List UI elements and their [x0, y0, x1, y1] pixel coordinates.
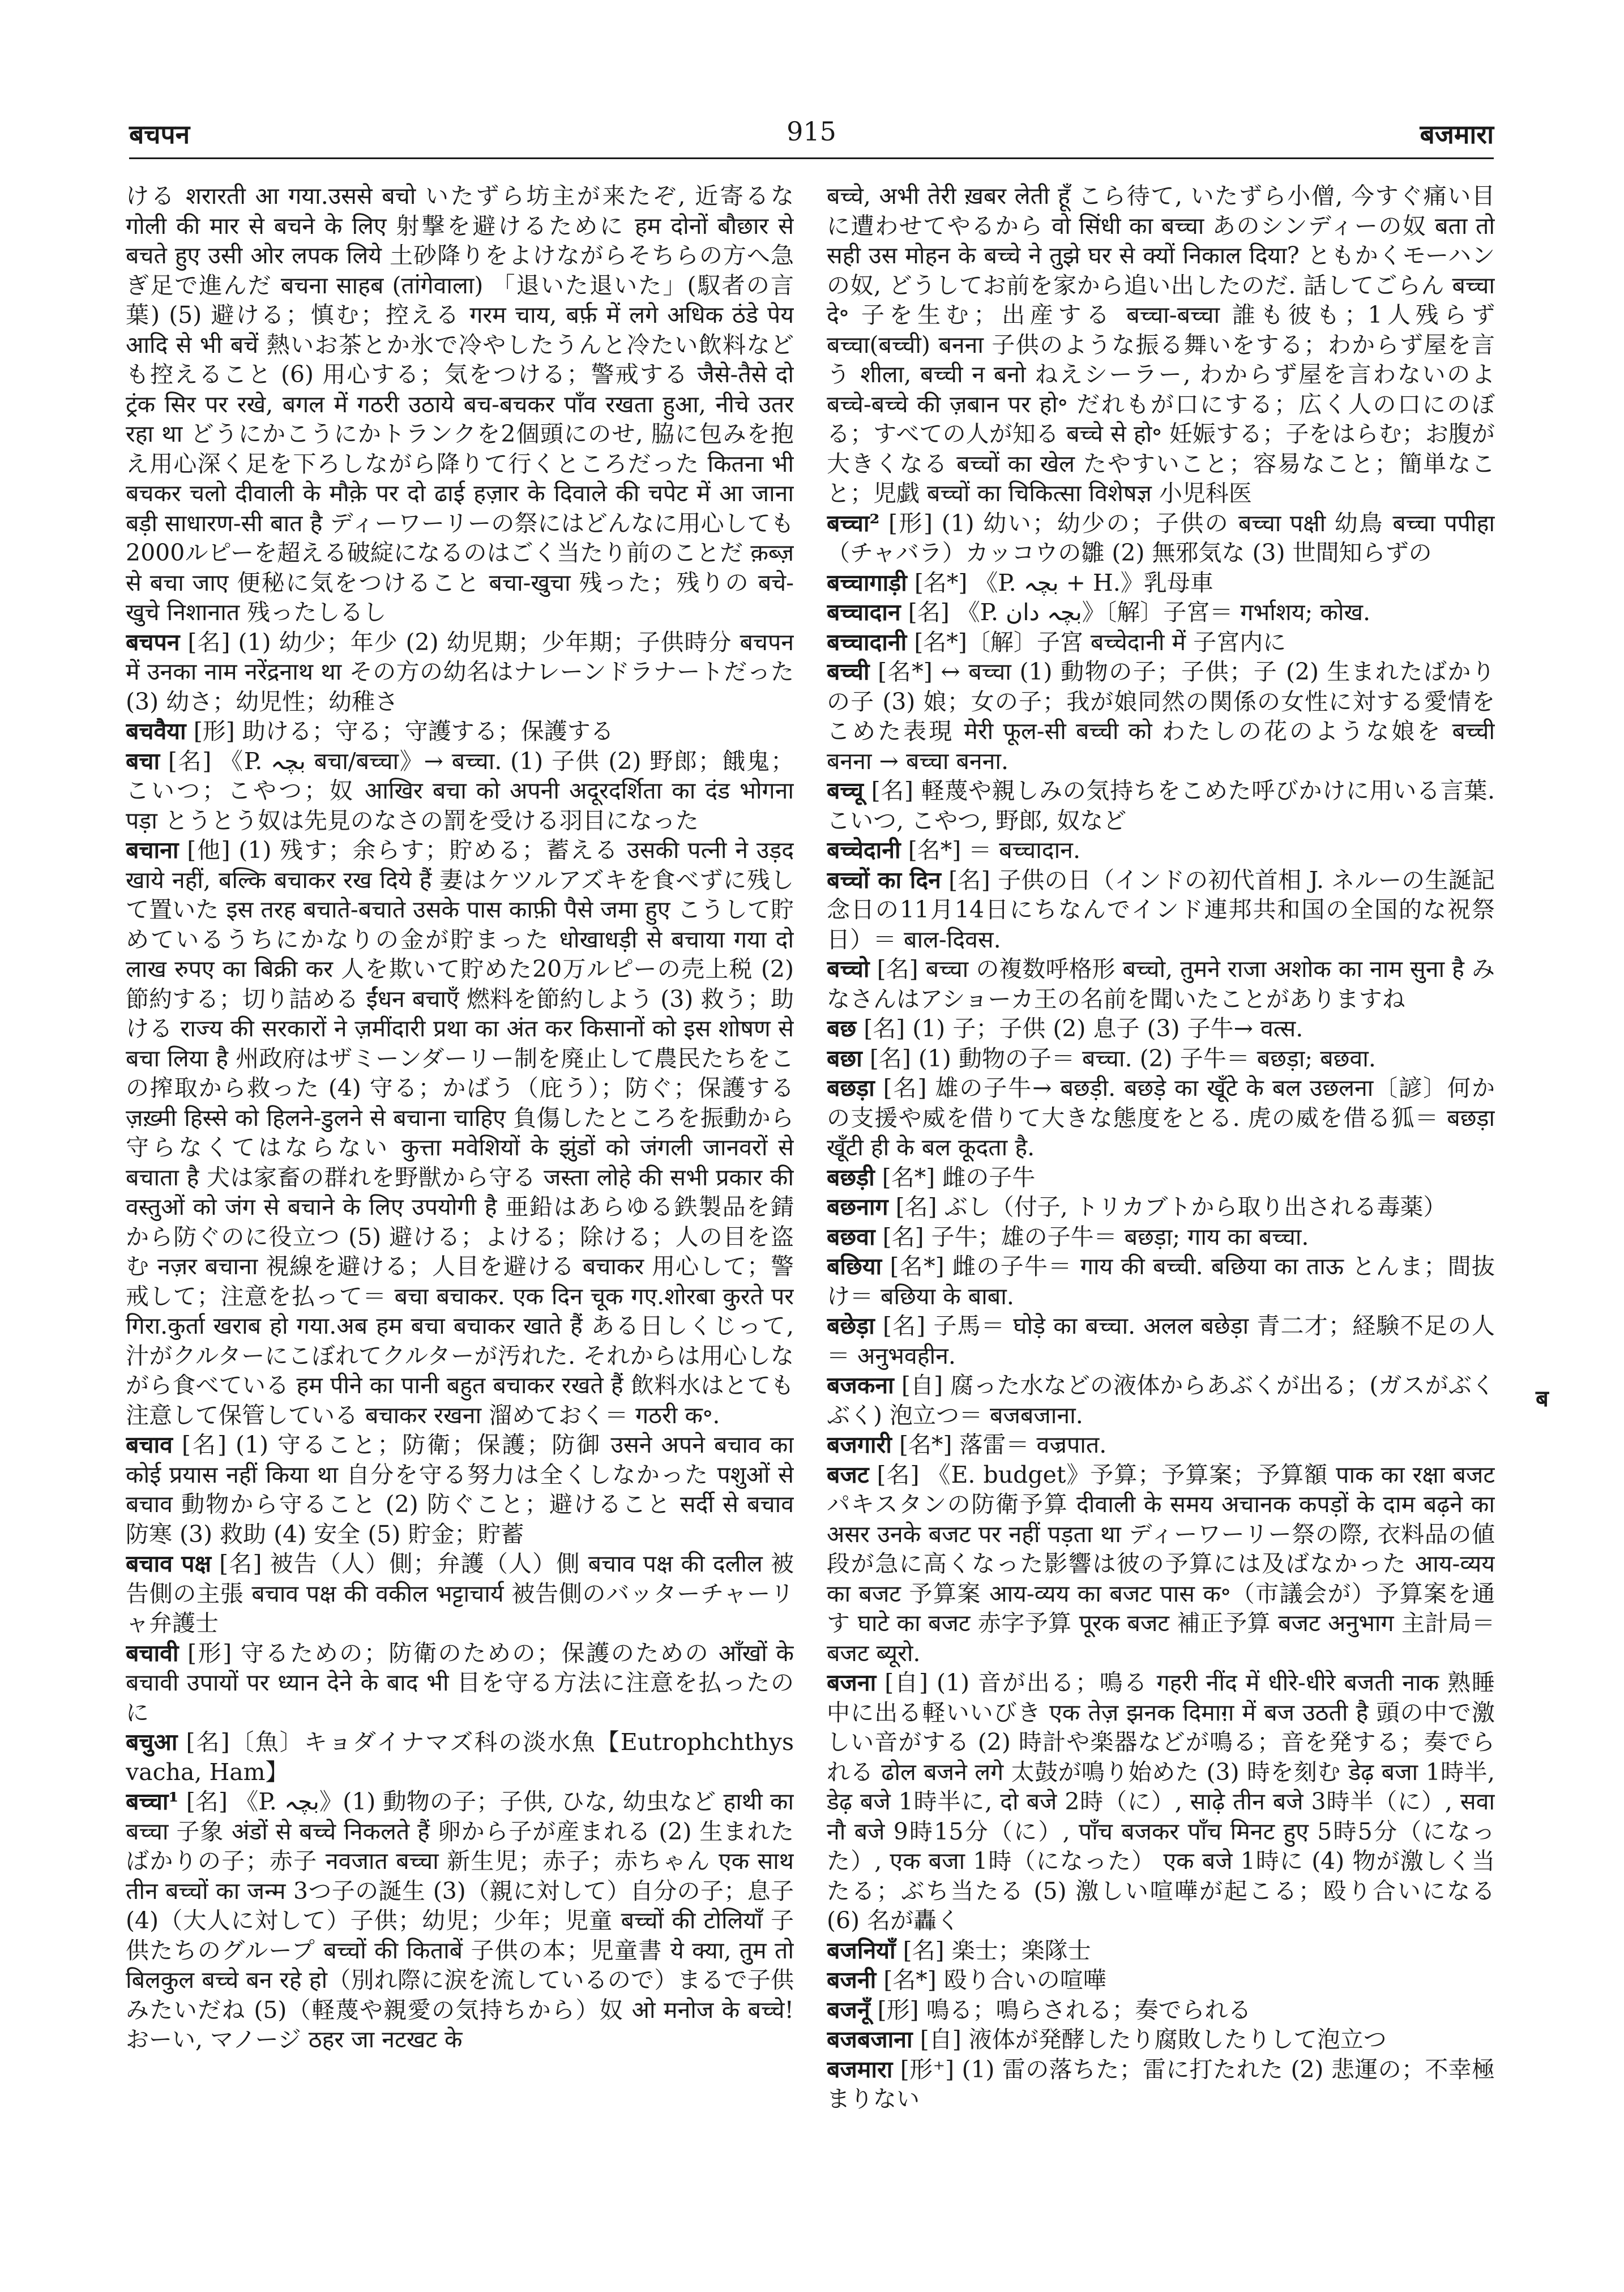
entry-headword: बचवैया	[126, 718, 186, 745]
entry-definition: [名] 《P. بچہ》(1) 動物の子；子供, ひな, 幼虫など हाथी का बच्चा 子象 अंडों से बच्चे निकलते हैं 卵から子が産まれる (2) 生まれたばかりの子；赤子 नवजात बच्चा 新生児；赤子；赤ちゃん एक साथ तीन बच्चों का जन्म 3つ子の誕生 (3)（親に対して）自分の子；息子 (4)（大人に対して）子供；幼児；少年；児童 बच्चों की टोलियाँ 子供たちのグループ बच्चों की किताबें 子供の本；児童書 ये क्या, तुम तो बिलकुल बच्चे बन रहे हो（別れ際に涙を流しているので）まるで子供みたいだね (5)（軽蔑や親愛の気持ちから）奴 ओ मनोज के बच्चे! おーい, マノージ ठहर जा नटखट के	[126, 1788, 794, 2053]
entry-headword: बजकना	[827, 1372, 894, 1399]
entry-headword: बच्चादान	[827, 599, 901, 626]
header-first-headword: बचपन	[129, 119, 190, 150]
entry-headword: बच्चागाड़ी	[827, 569, 907, 596]
dictionary-entry	[126, 181, 794, 628]
thumb-index: ब	[1536, 1385, 1549, 1412]
left-column	[126, 181, 794, 2209]
entry-headword: बजनूँ	[827, 1996, 870, 2024]
dictionary-entry	[827, 776, 1495, 835]
entry-headword: बच्चो	[827, 955, 870, 983]
dictionary-entry	[126, 1549, 794, 1638]
entry-definition: [名] (1) 幼少；年少 (2) 幼児期；少年期；子供時分 बचपन में उनका नाम नरेंद्रनाथ था その方の幼名はナレーンドラナートだった (3) 幼さ；幼児性；幼稚さ	[126, 628, 794, 715]
entry-definition: बच्चे, अभी तेरी ख़बर लेती हूँ こら待て, いたずら小僧, 今すぐ痛い目に遭わせてやるから वो सिंधी का बच्चा あのシンディーの奴 बता तो सही उस मोहन के बच्चे ने तुझे घर से क्यों निकाल दिया? ともかくモーハンの奴, どうしてお前を家から追い出したのだ. 話してごらん बच्चा दे॰ 子を生む；出産する बच्चा-बच्चा 誰も彼も；1人残らず बच्चा(बच्ची) बनना 子供のような振る舞いをする；わからず屋を言う शीला, बच्ची न बनो ねえシーラー, わからず屋を言わないのよ बच्चे-बच्चे की ज़बान पर हो॰ だれもが口にする；広く人の口にのぼる；すべての人が知る बच्चे से हो॰ 妊娠する；子をはらむ；お腹が大きくなる बच्चों का खेल たやすいこと；容易なこと；簡単なこと；児戯 बच्चों का चिकित्सा विशेषज्ञ 小児科医	[827, 182, 1495, 507]
entry-headword: बछेड़ा	[827, 1312, 875, 1339]
entry-definition: [形] 助ける；守る；守護する；保護する	[193, 718, 614, 745]
header-rule	[129, 157, 1494, 159]
entry-definition: [形] 守るための；防衛のための；保護のための आँखों के बचावी उपायों पर ध्यान देने के बाद भी 目を守る方法に注意を払ったのに	[126, 1639, 794, 1726]
entry-headword: बचुआ	[126, 1728, 178, 1756]
entry-headword: बछ	[827, 1015, 857, 1042]
entry-headword: बच्चादानी	[827, 628, 907, 656]
entry-definition: [名]〔魚〕キョダイナマズ科の淡水魚【Eutrophchthys vacha, Ham】	[126, 1728, 794, 1786]
entry-headword: बजना	[827, 1669, 877, 1696]
entry-definition: [形] 鳴る；鳴らされる；奏でられる	[877, 1996, 1251, 2024]
dictionary-entry	[827, 181, 1495, 509]
entry-definition: [名*] 雌の子牛	[882, 1163, 1036, 1191]
entry-definition: [形] (1) 幼い；幼少の；子供の बच्चा पक्षी 幼鳥 बच्चा पपीहा（チャバラ）カッコウの雛 (2) 無邪気な (3) 世間知らずの	[827, 509, 1495, 566]
entry-headword: बचावी	[126, 1639, 179, 1667]
entry-definition: [名] (1) 動物の子＝ बच्चा. (2) 子牛＝ बछड़ा; बछवा.	[869, 1044, 1376, 1072]
entry-headword: बजनी	[827, 1966, 877, 1994]
entry-headword: बचाव पक्ष	[126, 1550, 211, 1577]
dictionary-entry	[827, 1163, 1495, 1193]
entry-definition: [名] (1) 守ること；防衛；保護；防御 उसने अपने बचाव का कोई प्रयास नहीं किया था 自分を守る努力は全くしなかった पशुओं से बचाव 動物から守ること (2) 防ぐこと；避けること सर्दी से बचाव 防寒 (3) 救助 (4) 安全 (5) 貯金；貯蓄	[126, 1431, 794, 1548]
dictionary-entry	[126, 1787, 794, 2055]
entry-definition: [名] (1) 子；子供 (2) 息子 (3) 子牛→ वत्स.	[864, 1015, 1304, 1042]
entry-definition: [名*] 《P. بچہ + H.》乳母車	[914, 569, 1213, 596]
entry-headword: बछा	[827, 1044, 862, 1072]
entry-headword: बछड़ी	[827, 1163, 875, 1191]
dictionary-entry	[126, 1638, 794, 1728]
entry-definition: [自] 液体が発酵したり腐敗したりして泡立つ	[920, 2026, 1387, 2053]
entry-headword: बछनाग	[827, 1193, 888, 1220]
entry-headword: बच्ची	[827, 658, 870, 685]
dictionary-entry	[827, 835, 1495, 865]
dictionary-entry	[827, 2025, 1495, 2055]
page-number: 915	[787, 116, 836, 147]
entry-definition: [名*] 殴り合いの喧嘩	[883, 1966, 1106, 1994]
entry-headword: बच्चेदानी	[827, 836, 901, 864]
entry-definition: ける शरारती आ गया.उससे बचो いたずら坊主が来たぞ, 近寄るな गोली की मार से बचने के लिए 射撃を避けるために हम दोनों बौछार से बचते हुए उसी ओर लपक लिये 土砂降りをよけながらそちらの方へ急ぎ足で進んだ बचना साहब (तांगेवाला) 「退いた退いた」(馭者の言葉) (5) 避ける；慎む；控える गरम चाय, बर्फ़ में लगे अधिक ठंडे पेय आदि से भी बचें 熱いお茶とか氷で冷やしたうんと冷たい飲料なども控えること (6) 用心する；気をつける；警戒する जैसे-तैसे दो ट्रंक सिर पर रखे, बगल में गठरी उठाये बच-बचकर पाँव रखता हुआ, नीचे उतर रहा था どうにかこうにかトランクを2個頭にのせ, 脇に包みを抱え用心深く足を下ろしながら降りて行くところだった कितना भी बचकर चलो दीवाली के मौक़े पर दो ढाई हज़ार के दिवाले की चपेट में आ जाना बड़ी साधारण-सी बात है ディーワーリーの祭にはどんなに用心しても2000ルピーを超える破綻になるのはごく当たり前のことだ क़ब्ज़ से बचा जाए 便秘に気をつけること बचा-खुचा 残った；残りの बचे-खुचे निशानात 残ったしるし	[126, 182, 794, 626]
entry-definition: [名] 《P. بچہ دان》〔解〕子宮＝ गर्भाशय; कोख.	[908, 599, 1371, 626]
entry-definition: [名*] ↔ बच्चा (1) 動物の子；子供；子 (2) 生まれたばかりの子 (3) 娘；女の子；我が娘同然の関係の女性に対する愛情をこめた表現 मेरी फूल-सी बच्ची को わたしの花のような娘を बच्ची बनना → बच्चा बनना.	[827, 658, 1495, 775]
entry-definition: [他] (1) 残す；余らす；貯める；蓄える उसकी पत्नी ने उड़द खाये नहीं, बल्कि बचाकर रख दिये हैं 妻はケツルアズキを食べずに残して置いた इस तरह बचाते-बचाते उसके पास काफ़ी पैसे जमा हुए こうして貯めているうちにかなりの金が貯まった धोखाधड़ी से बचाया गया दो लाख रुपए का बिक्री कर 人を欺いて貯めた20万ルピーの売上税 (2) 節約する；切り詰める ईंधन बचाएँ 燃料を節約しよう (3) 救う；助ける राज्य की सरकारों ने ज़मींदारी प्रथा का अंत कर किसानों को इस शोषण से बचा लिया है 州政府はザミーンダーリー制を廃止して農民たちをこの搾取から救った (4) 守る；かばう（庇う）；防ぐ；保護する ज़ख़्मी हिस्से को हिलने-डुलने से बचाना चाहिए 負傷したところを振動から守らなくてはならない कुत्ता मवेशियों के झुंडों को जंगली जानवरों से बचाता है 犬は家畜の群れを野獣から守る जस्ता लोहे की सभी प्रकार की वस्तुओं को जंग से बचाने के लिए उपयोगी है 亜鉛はあらゆる鉄製品を錆から防ぐのに役立つ (5) 避ける；よける；除ける；人の目を盗む नज़र बचाना 視線を避ける；人目を避ける बचाकर 用心して；警戒して；注意を払って＝ बचा बचाकर. एक दिन चूक गए.शोरबा कुरते पर गिरा.कुर्ता खराब हो गया.अब हम बचा बचाकर खाते हैं ある日しくじって, 汁がクルターにこぼれてクルターが汚れた. それからは用心しながら食べている हम पीने का पानी बहुत बचाकर रखते हैं 飲料水はとても注意して保管している बचाकर रखना 溜めておく＝ गठरी क॰.	[126, 836, 794, 1429]
entry-definition: [名] 雄の子牛→ बछड़ी. बछड़े का खूँटे के बल उछलना〔諺〕何かの支援や威を借りて大きな態度をとる. 虎の威を借る狐＝ बछड़ा खूँटी ही के बल कूदता है.	[827, 1074, 1495, 1161]
entry-headword: बछवा	[827, 1223, 875, 1250]
entry-definition: [自] (1) 音が出る；鳴る गहरी नींद में धीरे-धीरे बजती नाक 熟睡中に出る軽いいびき एक तेज़ झनक दिमाग़ में बज उठती है 頭の中で激しい音がする (2) 時計や楽器などが鳴る；音を発する；奏でられる ढोल बजने लगे 太鼓が鳴り始めた (3) 時を刻む डेढ़ बजा 1時半, डेढ़ बजे 1時半に, दो बजे 2時（に）, साढ़े तीन बजे 3時半（に）, सवा नौ बजे 9時15分（に）, पाँच बजकर पाँच मिनट हुए 5時5分（になった）, एक बजा 1時（になった） एक बजे 1時に (4) 物が激しく当たる；ぶち当たる (5) 激しい喧嘩が起こる；殴り合いになる (6) 名が轟く	[827, 1669, 1495, 1934]
dictionary-entry	[827, 1668, 1495, 1936]
dictionary-entry	[827, 1936, 1495, 1966]
dictionary-entry	[827, 1430, 1495, 1460]
dictionary-entry	[827, 2055, 1495, 2114]
dictionary-entry	[827, 954, 1495, 1014]
entry-definition: [名] 《P. بچہ बचा/बच्चा》→ बच्चा. (1) 子供 (2) 野郎；餓鬼；こいつ；こやつ；奴 आखिर बचा को अपनी अदूरदर्शिता का दंड भोगना पड़ा とうとう奴は先見のなさの罰を受ける羽目になった	[126, 747, 794, 834]
entry-definition: [自] 腐った水などの液体からあぶくが出る；(ガスがぶくぶく) 泡立つ＝ बजबजाना.	[827, 1372, 1495, 1429]
dictionary-entry	[827, 1460, 1495, 1668]
page-header	[129, 116, 1494, 156]
entry-definition: [名*] 落雷＝ वज्रपात.	[899, 1431, 1107, 1458]
dictionary-entry	[827, 1192, 1495, 1222]
entry-headword: बजबजाना	[827, 2026, 913, 2053]
entry-headword: बछड़ा	[827, 1074, 875, 1102]
entry-definition: [名] 子供の日（インドの初代首相 J. ネルーの生誕記念日の11月14日にちなんでインド連邦共和国の全国的な祝祭日）＝ बाल-दिवस.	[827, 866, 1495, 953]
dictionary-entry	[827, 568, 1495, 598]
entry-definition: [名] 楽士；楽隊士	[903, 1936, 1091, 1964]
dictionary-entry	[827, 657, 1495, 776]
header-last-headword: बजमारा	[1420, 119, 1494, 150]
dictionary-entry	[827, 597, 1495, 628]
entry-headword: बचाना	[126, 836, 179, 864]
dictionary-entry	[126, 746, 794, 836]
entry-headword: बजगारी	[827, 1431, 892, 1458]
dictionary-entry	[827, 1965, 1495, 1995]
entry-headword: बचाव	[126, 1431, 173, 1458]
entry-definition: [名*] 雌の子牛＝ गाय की बच्ची. बछिया का ताऊ とんま；間抜け＝ बछिया के बाबा.	[827, 1253, 1495, 1310]
entry-definition: [名*]〔解〕子宮 बच्चेदानी में 子宮内に	[914, 628, 1287, 656]
entry-definition: [名] 《E. budget》予算；予算案；予算額 पाक का रक्षा बजट パキスタンの防衛予算 दीवाली के समय अचानक कपड़ों के दाम बढ़ने का असर उनके बजट पर नहीं पड़ता था ディーワーリー祭の際, 衣料品の値段が急に高くなった影響は彼の予算には及ばなかった आय-व्यय का बजट 予算案 आय-व्यय का बजट पास क॰（市議会が）予算案を通す घाटे का बजट 赤字予算 पूरक बजट 補正予算 बजट अनुभाग 主計局＝ बजट ब्यूरो.	[827, 1461, 1495, 1667]
right-column	[827, 181, 1495, 2209]
dictionary-entry	[827, 1044, 1495, 1074]
entry-definition: [名] 軽蔑や親しみの気持ちをこめた呼びかけに用いる言葉. こいつ, こやつ, 野郎, 奴など	[827, 777, 1495, 834]
dictionary-entry	[827, 1995, 1495, 2025]
entry-definition: [名] 子馬＝ घोड़े का बच्चा. अलल बछेड़ा 青二才；経験不足の人＝ अनुभवहीन.	[827, 1312, 1495, 1369]
dictionary-entry	[126, 1727, 794, 1787]
entry-headword: बजट	[827, 1461, 869, 1488]
entry-headword: बच्चों का दिन	[827, 866, 941, 894]
dictionary-entry	[126, 716, 794, 746]
dictionary-entry	[827, 1371, 1495, 1430]
entry-headword: बजमारा	[827, 2055, 893, 2083]
dictionary-entry	[827, 865, 1495, 955]
entry-definition: [名] बच्चा の複数呼格形 बच्चो, तुमने राजा अशोक का नाम सुना है みなさんはアショーカ王の名前を聞いたことがありますね	[827, 955, 1495, 1013]
dictionary-entry	[827, 628, 1495, 658]
dictionary-entry	[827, 1073, 1495, 1163]
dictionary-entry	[827, 1252, 1495, 1311]
entry-headword: बच्चू	[827, 777, 864, 804]
entry-definition: [名] 被告（人）側；弁護（人）側 बचाव पक्ष की दलील 被告側の主張 बचाव पक्ष की वकील भट्टाचार्य 被告側のバッターチャーリャ弁護士	[126, 1550, 794, 1637]
dictionary-entry	[827, 509, 1495, 568]
dictionary-entry	[126, 1430, 794, 1549]
entry-headword: बच्चा²	[827, 509, 880, 537]
entry-headword: बजनियाँ	[827, 1936, 896, 1964]
dictionary-entry	[827, 1222, 1495, 1252]
dictionary-entry	[827, 1311, 1495, 1371]
dictionary-entry	[126, 628, 794, 717]
entry-headword: बचा	[126, 747, 160, 775]
dictionary-entry	[827, 1014, 1495, 1044]
entry-headword: बच्चा¹	[126, 1788, 179, 1815]
entry-headword: बचपन	[126, 628, 180, 656]
entry-definition: [名] ぶし（付子, トリカブトから取り出される毒薬）	[895, 1193, 1447, 1220]
entry-definition: [名*] ＝ बच्चादान.	[908, 836, 1080, 864]
dictionary-entry	[126, 835, 794, 1430]
entry-definition: [名] 子牛；雄の子牛＝ बछड़ा; गाय का बच्चा.	[882, 1223, 1309, 1250]
entry-definition: [形⁺] (1) 雷の落ちた；雷に打たれた (2) 悲運の；不幸極まりない	[827, 2055, 1495, 2112]
entry-headword: बछिया	[827, 1253, 882, 1280]
